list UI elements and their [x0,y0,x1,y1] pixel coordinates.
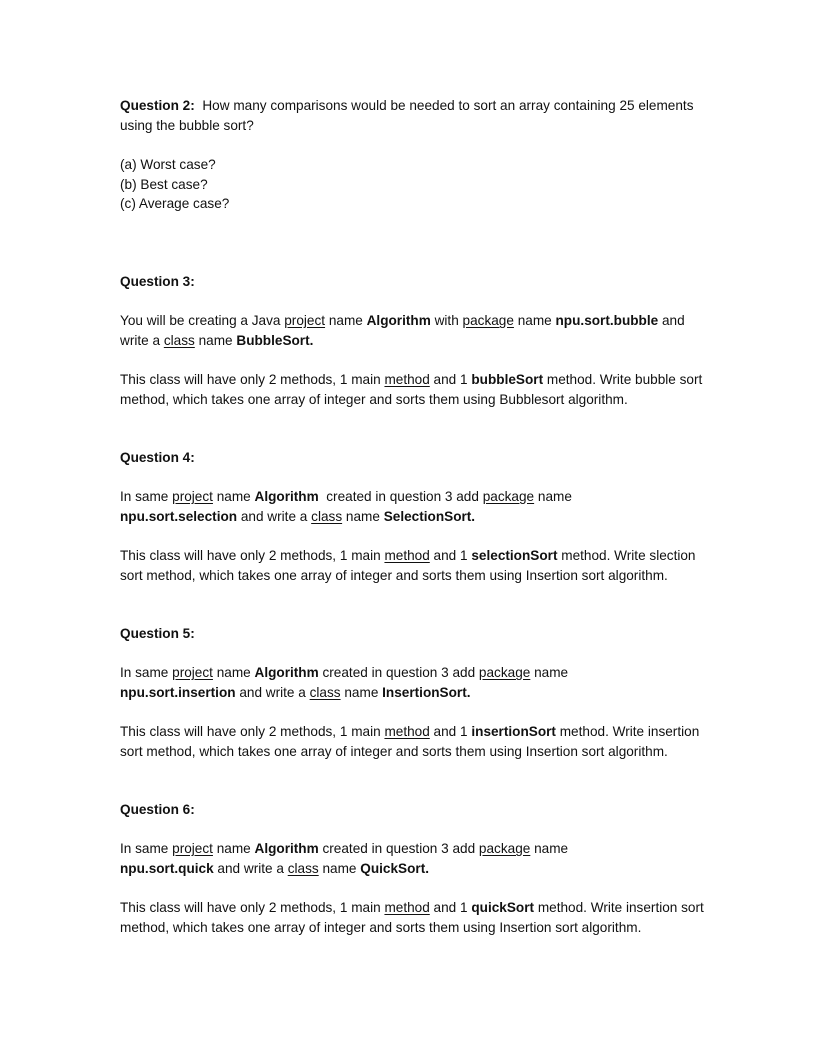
question-3-heading: Question 3: [120,274,195,289]
class-term: class [163,332,195,348]
class-term: class [287,860,319,876]
project-term: project [172,489,213,504]
question-5-heading: Question 5: [120,626,195,641]
question-2-label: Question 2: [120,98,195,113]
method-name: selectionSort [471,548,558,563]
package-name: npu.sort.quick [120,860,214,876]
project-name: Algorithm [366,313,431,328]
method-term: method [384,548,430,563]
class-term: class [311,508,343,524]
method-name: insertionSort [471,724,556,739]
question-2-options [120,155,710,214]
class-name: BubbleSort. [236,332,314,348]
package-term: package [478,665,531,680]
question-4-paragraph-1: In same project name Algorithm created in question 3 add package name npu.sort.selection and write a class name SelectionSort. [120,489,572,524]
question-2-text: Question 2: How many comparisons would be needed to sort an array containing 25 elements using the bubble sort? [120,98,694,133]
question-3-paragraph-1: You will be creating a Java project name Algorithm with package name npu.sort.bubble and write a class name BubbleSort. [120,313,685,348]
option-b: (b) Best case? [120,176,208,192]
class-name: QuickSort. [360,860,430,876]
question-4-heading: Question 4: [120,450,195,465]
package-term: package [482,489,535,504]
project-name: Algorithm [254,489,319,504]
class-name: InsertionSort. [382,684,471,700]
package-term: package [478,841,531,856]
class-name: SelectionSort. [383,508,476,524]
method-term: method [384,724,430,739]
option-a: (a) Worst case? [120,157,216,172]
project-term: project [172,665,213,680]
option-c: (c) Average case? [120,196,230,212]
method-name: quickSort [471,900,535,915]
project-name: Algorithm [254,841,319,856]
method-term: method [384,372,430,387]
question-5-paragraph-2: This class will have only 2 methods, 1 main method and 1 insertionSort method. Write insertion sort method, which takes one array of integer and sorts them using Insertion sort algorithm. [120,724,700,759]
question-4-paragraph-2: This class will have only 2 methods, 1 main method and 1 selectionSort method. Write slection sort method, which takes one array of integer and sorts them using Insertion sort algorithm. [120,548,696,583]
question-6-paragraph-2: This class will have only 2 methods, 1 main method and 1 quickSort method. Write insertion sort method, which takes one array of integer and sorts them using Insertion sort algorithm. [120,900,704,935]
class-term: class [309,684,341,700]
project-name: Algorithm [254,665,319,680]
package-term: package [462,313,514,328]
package-name: npu.sort.bubble [555,313,659,328]
project-term: project [284,313,326,328]
project-term: project [172,841,213,856]
method-term: method [384,900,430,915]
method-name: bubbleSort [471,372,544,387]
package-name: npu.sort.selection [120,508,238,524]
question-3-paragraph-2: This class will have only 2 methods, 1 main method and 1 bubbleSort method. Write bubble sort method, which takes one array of integer and sorts them using Bubblesort algorithm. [120,372,703,407]
question-6-paragraph-1: In same project name Algorithm created in question 3 add package name npu.sort.quick and write a class name QuickSort. [120,841,569,876]
question-6-heading: Question 6: [120,802,195,817]
package-name: npu.sort.insertion [120,684,236,700]
question-5-paragraph-1: In same project name Algorithm created in question 3 add package name npu.sort.insertion and write a class name InsertionSort. [120,665,569,700]
